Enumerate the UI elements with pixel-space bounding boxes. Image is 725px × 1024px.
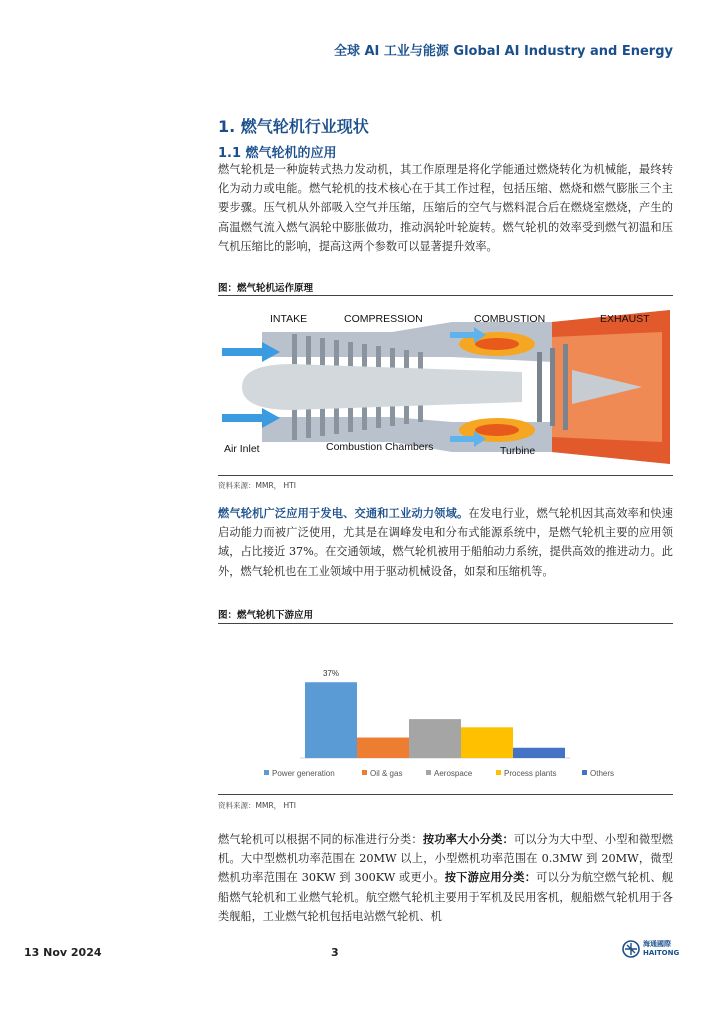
legend-label: Process plants	[504, 769, 557, 778]
bar-process-plants	[461, 727, 513, 758]
haitong-logo-icon	[622, 940, 640, 958]
label-compression: COMPRESSION	[344, 313, 423, 325]
figure2-source: 资料来源：MMR， HTI	[218, 801, 296, 810]
haitong-logo	[622, 940, 679, 958]
legend-swatch	[426, 770, 431, 775]
label-turbine: Turbine	[500, 445, 536, 457]
figure1-title: 图：燃气轮机运作原理	[218, 283, 314, 294]
legend-label: Oil & gas	[370, 769, 403, 778]
figure1-top-rule	[218, 295, 673, 296]
classification-by-application: 按下游应用分类：	[444, 870, 537, 885]
paragraph-applications-body: 在发电行业，燃气轮机因其高效率和快速启动能力而被广泛使用，尤其是在调峰发电和分布式能源系统中，是燃气轮机主要的应用领域，占比接近 37%。在交通领域，燃气轮机被用于船舶动力系统，提供高效的推进动力。此外，燃气轮机也在工业领域中用于驱动机械设备，如泵和压缩机等。	[218, 507, 673, 578]
logo-en: HAITONG	[643, 949, 680, 957]
classification-power-text: 可以分为大中型、小型和微型燃机。大中型燃机功率范围在 20MW 以上，小型燃机功率范围在 0.3MW 到 20MW，微型燃机功率范围在 30KW 到 300KW 或更小。	[218, 833, 673, 885]
legend-swatch	[582, 770, 587, 775]
paragraph-applications-lead: 燃气轮机广泛应用于发电、交通和工业动力领域。	[218, 506, 469, 520]
label-intake: INTAKE	[270, 313, 308, 325]
figure1-source: 资料来源：MMR， HTI	[218, 481, 296, 490]
figure2-title: 图：燃气轮机下游应用	[218, 610, 314, 621]
legend-label: Aerospace	[434, 769, 473, 778]
legend-label: Power generation	[272, 769, 335, 778]
classification-intro: 燃气轮机可以根据不同的标准进行分类：	[218, 833, 423, 846]
classification-application-text: 可以分为航空燃气轮机、舰船燃气轮机和工业燃气轮机。航空燃气轮机主要用于军机及民用客机，舰船燃气轮机用于各类舰船，工业燃气轮机包括电站燃气轮机、机	[218, 871, 673, 923]
haitong-logo-text	[643, 940, 679, 958]
figure1-bottom-rule	[218, 475, 673, 476]
bar-power-generation	[305, 682, 357, 758]
footer-date: 13 Nov 2024	[24, 946, 102, 959]
paragraph-intro: 燃气轮机是一种旋转式热力发动机，其工作原理是将化学能通过燃烧转化为机械能，最终转化为动力或电能。燃气轮机的技术核心在于其工作过程，包括压缩、燃烧和燃气膨胀三个主要步骤。压气机从外部吸入空气并压缩，压缩后的空气与燃料混合后在燃烧室燃烧，产生的高温燃气流入燃气涡轮中膨胀做功，推动涡轮叶轮旋转。燃气轮机的效率受到燃气初温和压气机压缩比的影响，提高这两个参数可以显著提升效率。	[218, 163, 673, 253]
label-exhaust: EXHAUST	[600, 313, 650, 325]
bar-others	[513, 748, 565, 758]
legend-swatch	[496, 770, 501, 775]
legend-swatch	[264, 770, 269, 775]
paragraph-classification	[218, 830, 673, 926]
page-number: 3	[331, 946, 339, 959]
turbine-diagram	[222, 302, 670, 472]
label-air-inlet: Air Inlet	[224, 443, 260, 455]
downstream-applications-chart	[230, 640, 660, 790]
bar-oil-gas	[357, 738, 409, 758]
figure2-bottom-rule	[218, 794, 673, 795]
legend-swatch	[362, 770, 367, 775]
label-combustion: COMBUSTION	[474, 313, 546, 325]
turbine-blades	[537, 344, 568, 430]
engine-spinner	[242, 364, 522, 410]
legend-label: Others	[590, 769, 615, 778]
figure2-top-rule	[218, 623, 673, 624]
classification-by-power: 按功率大小分类：	[422, 832, 514, 846]
section-heading: 1. 燃气轮机行业现状	[218, 117, 369, 136]
logo-cn: 海通國際	[643, 940, 671, 948]
bar-aerospace	[409, 719, 461, 758]
data-label: 37%	[322, 669, 340, 679]
paragraph-applications	[218, 504, 673, 581]
report-header-title: 全球 AI 工业与能源 Global AI Industry and Energy	[333, 44, 673, 59]
subsection-heading: 1.1 燃气轮机的应用	[218, 146, 337, 161]
label-combustion-chambers: Combustion Chambers	[326, 441, 434, 453]
